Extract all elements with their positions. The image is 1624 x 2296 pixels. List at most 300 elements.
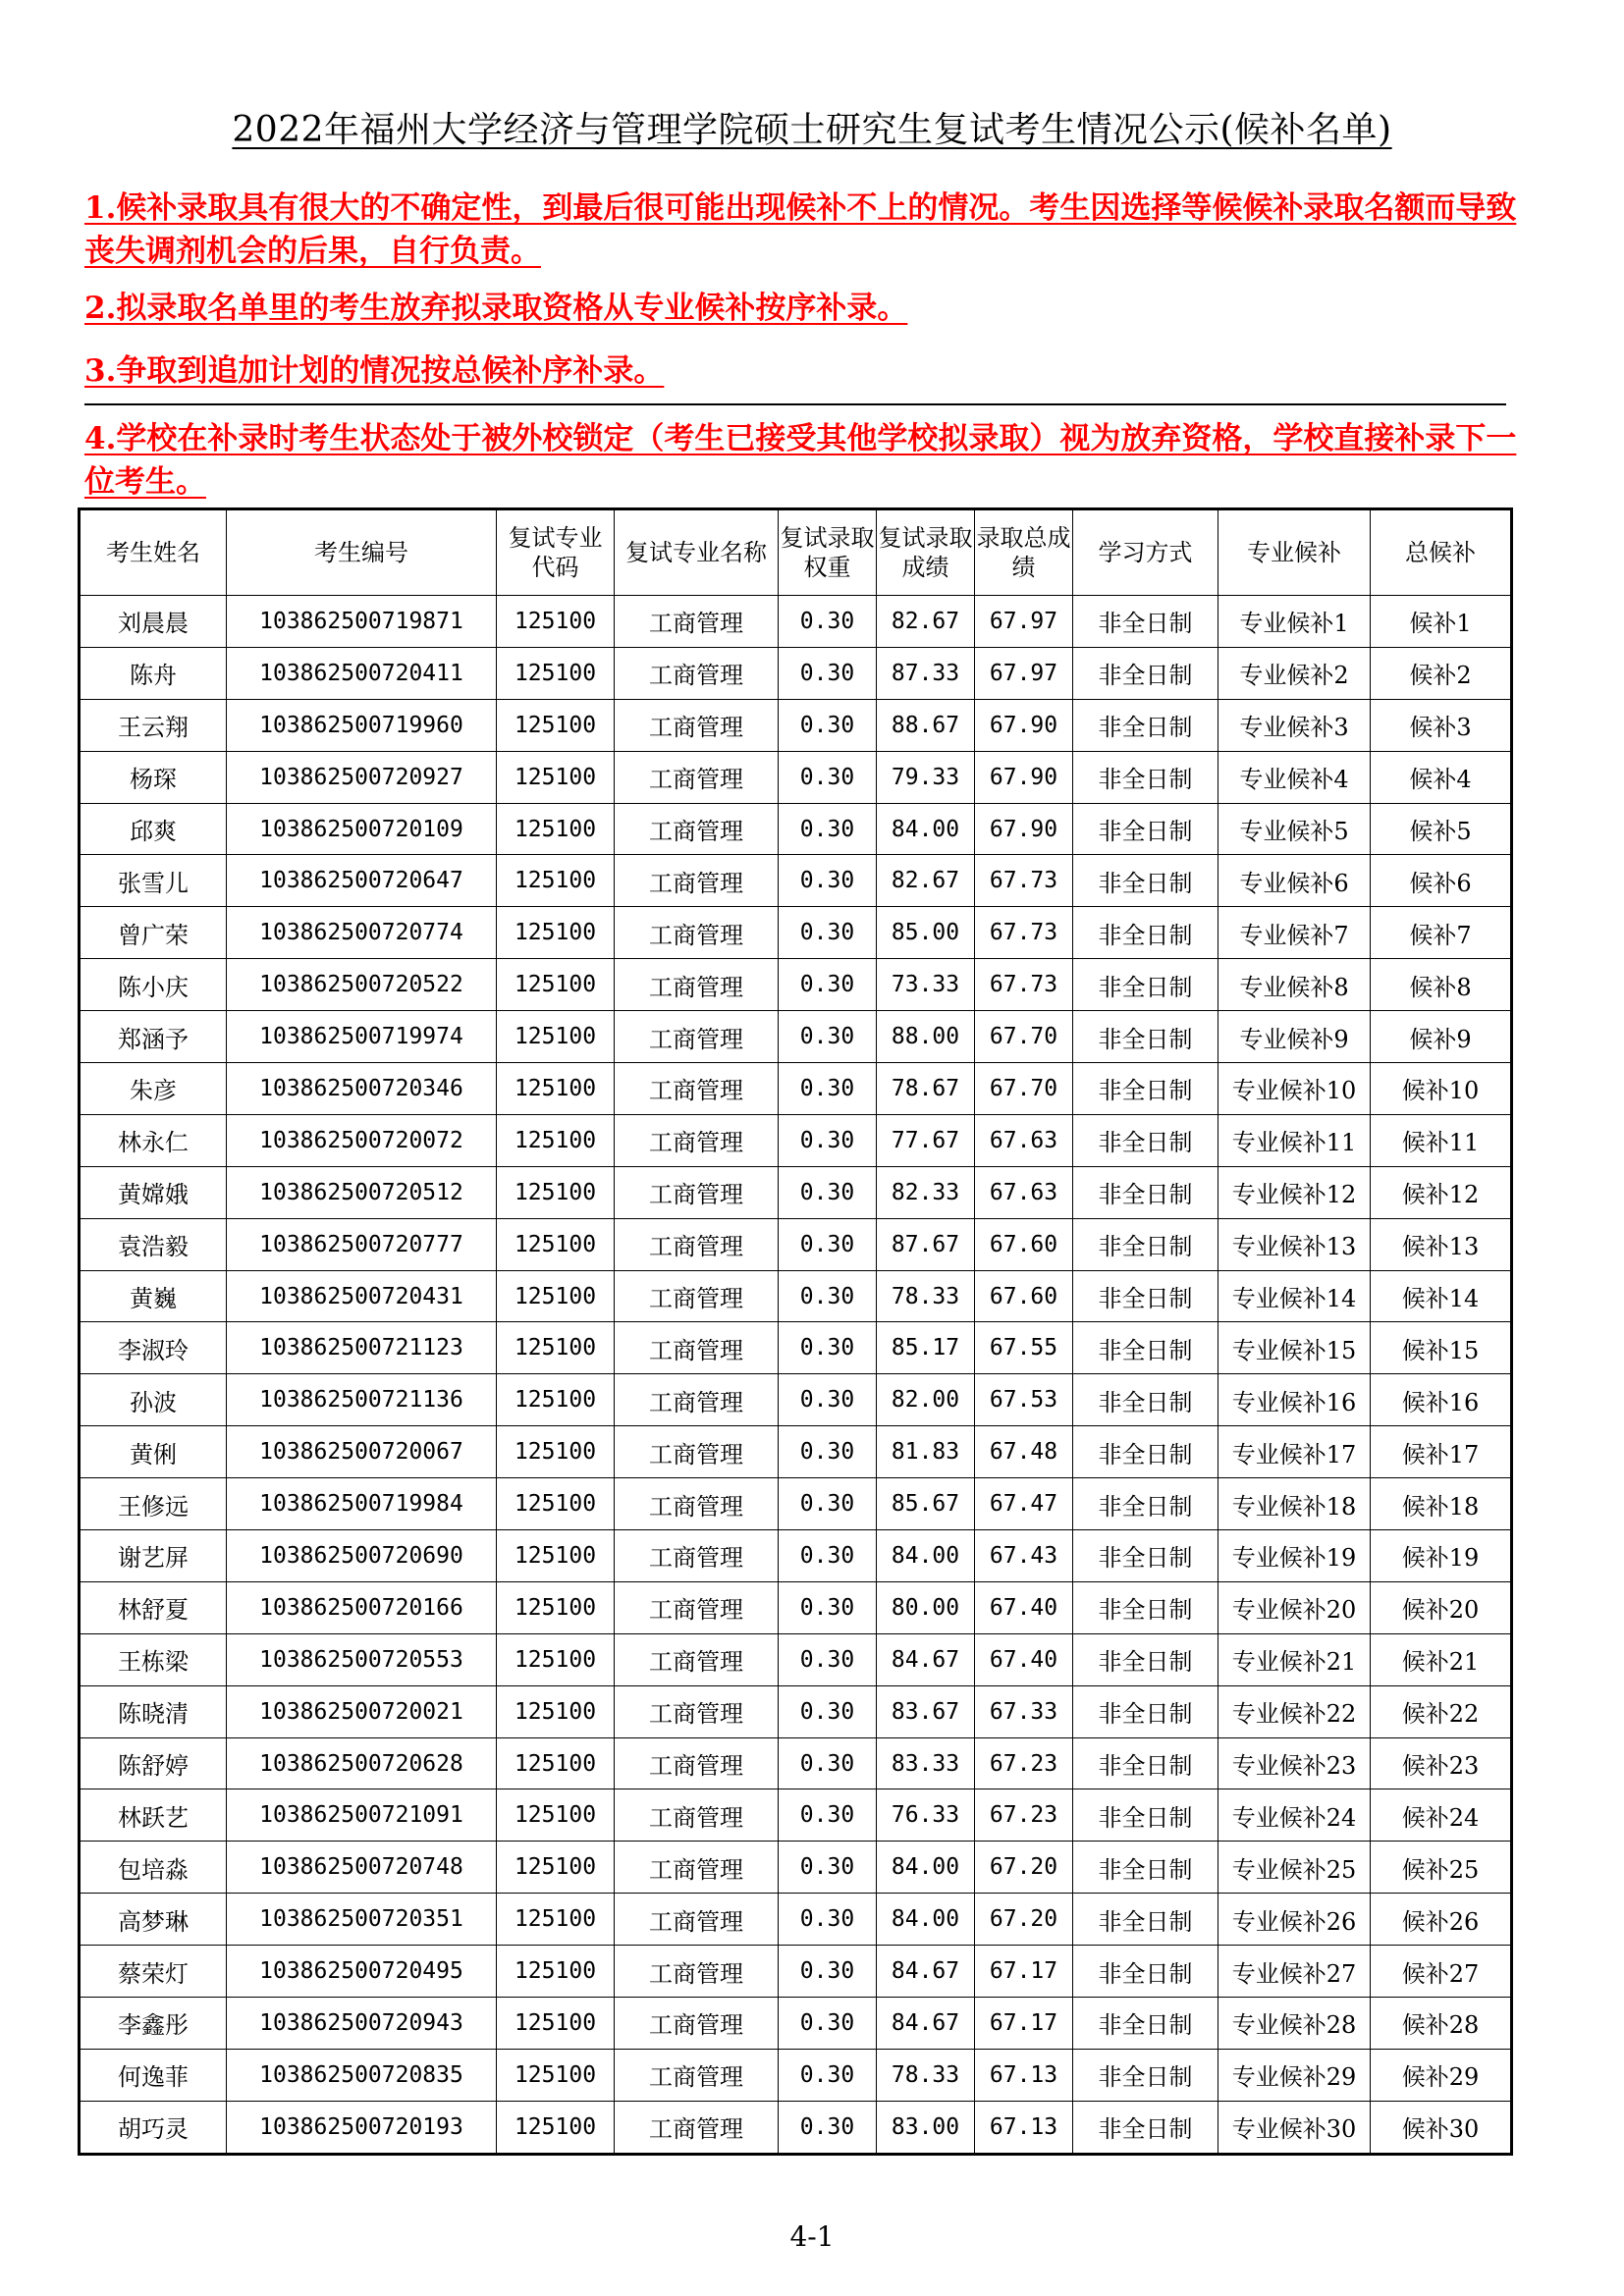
cell-candidate-id: 103862500721123 [227,1322,497,1374]
cell-candidate-id: 103862500720748 [227,1842,497,1894]
cell-major-name: 工商管理 [615,1737,779,1789]
cell-retest-score: 82.67 [877,855,975,907]
header-total-waitlist: 总候补 [1371,509,1512,596]
cell-retest-score: 85.00 [877,907,975,959]
cell-retest-score: 80.00 [877,1581,975,1633]
notice-3 [84,349,1528,393]
cell-study-mode: 非全日制 [1073,803,1218,855]
cell-candidate-id: 103862500720109 [227,803,497,855]
cell-major-code: 125100 [497,2049,615,2101]
cell-total-waitlist: 候补10 [1371,1063,1512,1115]
cell-major-code: 125100 [497,1322,615,1374]
cell-total-score: 67.47 [975,1478,1073,1530]
page-number: 4-1 [789,2220,835,2253]
cell-weight: 0.30 [779,1633,877,1685]
cell-major-code: 125100 [497,1063,615,1115]
header-major-waitlist: 专业候补 [1218,509,1371,596]
cell-major-code: 125100 [497,1270,615,1322]
cell-major-name: 工商管理 [615,1218,779,1270]
cell-weight: 0.30 [779,1374,877,1426]
cell-retest-score: 84.00 [877,803,975,855]
cell-retest-score: 73.33 [877,959,975,1011]
header-study-mode: 学习方式 [1073,509,1218,596]
header-total-score: 录取总成绩 [975,509,1073,596]
cell-study-mode: 非全日制 [1073,1270,1218,1322]
cell-major-code: 125100 [497,1842,615,1894]
table-row [80,959,1512,1011]
cell-major-code: 125100 [497,596,615,648]
cell-study-mode: 非全日制 [1073,1426,1218,1478]
cell-weight: 0.30 [779,959,877,1011]
cell-weight: 0.30 [779,1114,877,1166]
cell-name: 蔡荣灯 [80,1946,227,1998]
table-row [80,2101,1512,2154]
cell-major-waitlist: 专业候补10 [1218,1063,1371,1115]
cell-name: 朱彦 [80,1063,227,1115]
cell-major-name: 工商管理 [615,1633,779,1685]
cell-study-mode: 非全日制 [1073,596,1218,648]
cell-major-name: 工商管理 [615,1114,779,1166]
cell-major-waitlist: 专业候补6 [1218,855,1371,907]
cell-total-score: 67.55 [975,1322,1073,1374]
cell-name: 黄巍 [80,1270,227,1322]
cell-name: 陈晓清 [80,1685,227,1737]
cell-major-name: 工商管理 [615,1581,779,1633]
cell-retest-score: 81.83 [877,1426,975,1478]
cell-total-waitlist: 候补6 [1371,855,1512,907]
cell-candidate-id: 103862500719871 [227,596,497,648]
cell-major-name: 工商管理 [615,1322,779,1374]
cell-study-mode: 非全日制 [1073,1633,1218,1685]
cell-total-waitlist: 候补12 [1371,1166,1512,1218]
cell-total-waitlist: 候补22 [1371,1685,1512,1737]
cell-total-score: 67.73 [975,855,1073,907]
cell-study-mode: 非全日制 [1073,907,1218,959]
cell-major-code: 125100 [497,1374,615,1426]
cell-retest-score: 87.67 [877,1218,975,1270]
table-row [80,1633,1512,1685]
cell-total-waitlist: 候补14 [1371,1270,1512,1322]
cell-weight: 0.30 [779,2101,877,2154]
cell-major-waitlist: 专业候补14 [1218,1270,1371,1322]
cell-candidate-id: 103862500720495 [227,1946,497,1998]
cell-major-name: 工商管理 [615,1063,779,1115]
cell-name: 刘晨晨 [80,596,227,648]
cell-retest-score: 83.67 [877,1685,975,1737]
cell-major-name: 工商管理 [615,1374,779,1426]
cell-major-code: 125100 [497,1737,615,1789]
cell-major-waitlist: 专业候补23 [1218,1737,1371,1789]
cell-weight: 0.30 [779,751,877,803]
cell-major-name: 工商管理 [615,596,779,648]
table-row [80,1998,1512,2050]
table-body [80,596,1512,2155]
cell-name: 黄嫦娥 [80,1166,227,1218]
cell-major-code: 125100 [497,1633,615,1685]
cell-name: 张雪儿 [80,855,227,907]
cell-major-waitlist: 专业候补2 [1218,647,1371,699]
table-row [80,751,1512,803]
cell-weight: 0.30 [779,1426,877,1478]
cell-major-waitlist: 专业候补17 [1218,1426,1371,1478]
cell-total-score: 67.40 [975,1581,1073,1633]
cell-total-waitlist: 候补8 [1371,959,1512,1011]
cell-study-mode: 非全日制 [1073,1478,1218,1530]
cell-candidate-id: 103862500720431 [227,1270,497,1322]
cell-major-name: 工商管理 [615,803,779,855]
cell-total-score: 67.43 [975,1530,1073,1582]
cell-name: 陈舟 [80,647,227,699]
cell-major-name: 工商管理 [615,1789,779,1842]
cell-weight: 0.30 [779,1322,877,1374]
cell-total-score: 67.63 [975,1166,1073,1218]
cell-total-waitlist: 候补19 [1371,1530,1512,1582]
cell-retest-score: 85.17 [877,1322,975,1374]
cell-weight: 0.30 [779,1998,877,2050]
cell-total-score: 67.17 [975,1998,1073,2050]
cell-major-name: 工商管理 [615,2049,779,2101]
cell-name: 曾广荣 [80,907,227,959]
cell-total-waitlist: 候补7 [1371,907,1512,959]
cell-major-name: 工商管理 [615,1894,779,1946]
cell-name: 何逸菲 [80,2049,227,2101]
cell-total-waitlist: 候补4 [1371,751,1512,803]
cell-total-waitlist: 候补11 [1371,1114,1512,1166]
cell-major-waitlist: 专业候补20 [1218,1581,1371,1633]
cell-candidate-id: 103862500720943 [227,1998,497,2050]
cell-total-waitlist: 候补23 [1371,1737,1512,1789]
cell-major-waitlist: 专业候补19 [1218,1530,1371,1582]
cell-retest-score: 84.67 [877,1946,975,1998]
cell-major-waitlist: 专业候补4 [1218,751,1371,803]
cell-candidate-id: 103862500721091 [227,1789,497,1842]
cell-major-code: 125100 [497,907,615,959]
cell-total-waitlist: 候补13 [1371,1218,1512,1270]
table-row [80,1478,1512,1530]
cell-study-mode: 非全日制 [1073,647,1218,699]
cell-retest-score: 82.67 [877,596,975,648]
table-row [80,1530,1512,1582]
cell-major-waitlist: 专业候补11 [1218,1114,1371,1166]
cell-candidate-id: 103862500719984 [227,1478,497,1530]
cell-candidate-id: 103862500720522 [227,959,497,1011]
cell-total-score: 67.23 [975,1737,1073,1789]
cell-study-mode: 非全日制 [1073,1322,1218,1374]
table-row [80,647,1512,699]
cell-total-score: 67.40 [975,1633,1073,1685]
cell-candidate-id: 103862500720835 [227,2049,497,2101]
cell-major-waitlist: 专业候补12 [1218,1166,1371,1218]
table-row [80,1063,1512,1115]
cell-candidate-id: 103862500720346 [227,1063,497,1115]
cell-name: 李鑫彤 [80,1998,227,2050]
cell-major-code: 125100 [497,1166,615,1218]
cell-total-waitlist: 候补17 [1371,1426,1512,1478]
cell-study-mode: 非全日制 [1073,2101,1218,2154]
cell-major-waitlist: 专业候补8 [1218,959,1371,1011]
notice-1-text: 1.候补录取具有很大的不确定性，到最后很可能出现候补不上的情况。考生因选择等候候补录取名额而导致丧失调剂机会的后果，自行负责。 [84,190,1517,269]
table-row [80,1114,1512,1166]
notice-2 [84,287,1528,330]
cell-major-waitlist: 专业候补26 [1218,1894,1371,1946]
cell-weight: 0.30 [779,1842,877,1894]
cell-major-name: 工商管理 [615,1166,779,1218]
cell-weight: 0.30 [779,1946,877,1998]
cell-candidate-id: 103862500719960 [227,699,497,751]
cell-major-name: 工商管理 [615,1998,779,2050]
notice-4 [84,417,1528,504]
cell-major-code: 125100 [497,1114,615,1166]
cell-weight: 0.30 [779,1166,877,1218]
cell-name: 陈舒婷 [80,1737,227,1789]
cell-study-mode: 非全日制 [1073,1011,1218,1063]
cell-name: 袁浩毅 [80,1218,227,1270]
cell-major-name: 工商管理 [615,751,779,803]
table-row [80,907,1512,959]
table-row [80,596,1512,648]
cell-total-score: 67.73 [975,959,1073,1011]
cell-total-waitlist: 候补29 [1371,2049,1512,2101]
cell-major-code: 125100 [497,699,615,751]
cell-name: 邱爽 [80,803,227,855]
cell-major-code: 125100 [497,647,615,699]
table-row [80,803,1512,855]
cell-total-waitlist: 候补2 [1371,647,1512,699]
table-row [80,1426,1512,1478]
cell-major-code: 125100 [497,1998,615,2050]
header-major-name: 复试专业名称 [615,509,779,596]
cell-weight: 0.30 [779,596,877,648]
cell-weight: 0.30 [779,1063,877,1115]
cell-weight: 0.30 [779,803,877,855]
cell-retest-score: 85.67 [877,1478,975,1530]
table-row [80,1166,1512,1218]
cell-major-waitlist: 专业候补1 [1218,596,1371,648]
cell-retest-score: 87.33 [877,647,975,699]
cell-weight: 0.30 [779,855,877,907]
cell-total-waitlist: 候补5 [1371,803,1512,855]
cell-total-score: 67.90 [975,699,1073,751]
cell-study-mode: 非全日制 [1073,1685,1218,1737]
cell-total-score: 67.53 [975,1374,1073,1426]
cell-major-waitlist: 专业候补18 [1218,1478,1371,1530]
table-row [80,699,1512,751]
cell-total-score: 67.17 [975,1946,1073,1998]
table-row [80,1894,1512,1946]
cell-candidate-id: 103862500720647 [227,855,497,907]
cell-total-waitlist: 候补16 [1371,1374,1512,1426]
cell-retest-score: 84.00 [877,1842,975,1894]
divider-line [84,403,1506,405]
cell-total-score: 67.23 [975,1789,1073,1842]
cell-name: 林跃艺 [80,1789,227,1842]
table-row [80,1218,1512,1270]
cell-major-code: 125100 [497,1426,615,1478]
cell-major-waitlist: 专业候补28 [1218,1998,1371,2050]
cell-name: 孙波 [80,1374,227,1426]
cell-weight: 0.30 [779,1530,877,1582]
header-retest-score: 复试录取成绩 [877,509,975,596]
cell-study-mode: 非全日制 [1073,959,1218,1011]
cell-total-waitlist: 候补30 [1371,2101,1512,2154]
cell-major-waitlist: 专业候补3 [1218,699,1371,751]
cell-major-waitlist: 专业候补22 [1218,1685,1371,1737]
cell-retest-score: 78.67 [877,1063,975,1115]
cell-major-name: 工商管理 [615,1270,779,1322]
cell-name: 胡巧灵 [80,2101,227,2154]
cell-major-waitlist: 专业候补15 [1218,1322,1371,1374]
cell-candidate-id: 103862500720351 [227,1894,497,1946]
cell-study-mode: 非全日制 [1073,1789,1218,1842]
cell-candidate-id: 103862500720411 [227,647,497,699]
cell-major-code: 125100 [497,1946,615,1998]
cell-major-waitlist: 专业候补27 [1218,1946,1371,1998]
cell-major-name: 工商管理 [615,1842,779,1894]
cell-major-name: 工商管理 [615,2101,779,2154]
cell-weight: 0.30 [779,1737,877,1789]
cell-total-waitlist: 候补27 [1371,1946,1512,1998]
cell-major-waitlist: 专业候补5 [1218,803,1371,855]
cell-major-code: 125100 [497,1894,615,1946]
cell-major-waitlist: 专业候补30 [1218,2101,1371,2154]
cell-study-mode: 非全日制 [1073,855,1218,907]
cell-candidate-id: 103862500720777 [227,1218,497,1270]
cell-study-mode: 非全日制 [1073,1114,1218,1166]
cell-major-waitlist: 专业候补7 [1218,907,1371,959]
cell-major-waitlist: 专业候补13 [1218,1218,1371,1270]
table-row [80,1685,1512,1737]
cell-weight: 0.30 [779,2049,877,2101]
cell-name: 陈小庆 [80,959,227,1011]
cell-weight: 0.30 [779,1581,877,1633]
cell-retest-score: 78.33 [877,2049,975,2101]
cell-major-code: 125100 [497,1685,615,1737]
cell-total-score: 67.63 [975,1114,1073,1166]
cell-study-mode: 非全日制 [1073,1063,1218,1115]
cell-major-code: 125100 [497,803,615,855]
cell-total-score: 67.70 [975,1063,1073,1115]
cell-candidate-id: 103862500720512 [227,1166,497,1218]
table-header-row [80,509,1512,596]
cell-major-name: 工商管理 [615,1685,779,1737]
cell-name: 林永仁 [80,1114,227,1166]
table-row [80,1581,1512,1633]
cell-major-name: 工商管理 [615,1478,779,1530]
cell-major-name: 工商管理 [615,907,779,959]
cell-candidate-id: 103862500720021 [227,1685,497,1737]
cell-name: 郑涵予 [80,1011,227,1063]
table-row [80,1946,1512,1998]
cell-candidate-id: 103862500720774 [227,907,497,959]
cell-name: 王云翔 [80,699,227,751]
cell-total-score: 67.97 [975,647,1073,699]
cell-study-mode: 非全日制 [1073,1530,1218,1582]
cell-total-waitlist: 候补24 [1371,1789,1512,1842]
cell-study-mode: 非全日制 [1073,1581,1218,1633]
cell-name: 王栋梁 [80,1633,227,1685]
cell-study-mode: 非全日制 [1073,1842,1218,1894]
cell-candidate-id: 103862500720690 [227,1530,497,1582]
cell-study-mode: 非全日制 [1073,699,1218,751]
cell-study-mode: 非全日制 [1073,2049,1218,2101]
cell-weight: 0.30 [779,1685,877,1737]
cell-total-waitlist: 候补3 [1371,699,1512,751]
cell-total-score: 67.90 [975,751,1073,803]
cell-retest-score: 84.67 [877,1633,975,1685]
cell-retest-score: 82.00 [877,1374,975,1426]
cell-total-score: 67.97 [975,596,1073,648]
table-row [80,855,1512,907]
cell-candidate-id: 103862500720927 [227,751,497,803]
header-weight: 复试录取权重 [779,509,877,596]
table-row [80,1270,1512,1322]
cell-name: 杨琛 [80,751,227,803]
cell-retest-score: 84.67 [877,1998,975,2050]
header-major-code: 复试专业代码 [497,509,615,596]
cell-retest-score: 78.33 [877,1270,975,1322]
cell-retest-score: 84.00 [877,1530,975,1582]
cell-total-waitlist: 候补25 [1371,1842,1512,1894]
cell-name: 高梦琳 [80,1894,227,1946]
cell-major-code: 125100 [497,751,615,803]
cell-total-score: 67.20 [975,1842,1073,1894]
cell-major-name: 工商管理 [615,1946,779,1998]
cell-major-code: 125100 [497,1218,615,1270]
cell-name: 王修远 [80,1478,227,1530]
cell-candidate-id: 103862500720553 [227,1633,497,1685]
cell-weight: 0.30 [779,1011,877,1063]
notice-2-text: 2.拟录取名单里的考生放弃拟录取资格从专业候补按序补录。 [84,291,908,326]
cell-name: 黄俐 [80,1426,227,1478]
cell-weight: 0.30 [779,1270,877,1322]
cell-study-mode: 非全日制 [1073,1374,1218,1426]
cell-retest-score: 77.67 [877,1114,975,1166]
table-row [80,1842,1512,1894]
table-row [80,1011,1512,1063]
cell-total-score: 67.13 [975,2101,1073,2154]
cell-study-mode: 非全日制 [1073,1218,1218,1270]
cell-major-waitlist: 专业候补29 [1218,2049,1371,2101]
cell-name: 李淑玲 [80,1322,227,1374]
cell-major-name: 工商管理 [615,647,779,699]
cell-major-name: 工商管理 [615,1426,779,1478]
cell-retest-score: 82.33 [877,1166,975,1218]
cell-total-score: 67.90 [975,803,1073,855]
cell-total-waitlist: 候补26 [1371,1894,1512,1946]
cell-major-name: 工商管理 [615,959,779,1011]
cell-major-code: 125100 [497,1011,615,1063]
cell-major-code: 125100 [497,959,615,1011]
cell-total-waitlist: 候补15 [1371,1322,1512,1374]
cell-major-name: 工商管理 [615,855,779,907]
header-name: 考生姓名 [80,509,227,596]
table-row [80,1322,1512,1374]
cell-candidate-id: 103862500719974 [227,1011,497,1063]
cell-name: 谢艺屏 [80,1530,227,1582]
table-row [80,1737,1512,1789]
cell-total-waitlist: 候补21 [1371,1633,1512,1685]
cell-study-mode: 非全日制 [1073,1166,1218,1218]
cell-weight: 0.30 [779,1894,877,1946]
cell-weight: 0.30 [779,1789,877,1842]
cell-retest-score: 83.33 [877,1737,975,1789]
cell-weight: 0.30 [779,907,877,959]
cell-retest-score: 88.67 [877,699,975,751]
cell-candidate-id: 103862500720067 [227,1426,497,1478]
table-row [80,2049,1512,2101]
cell-candidate-id: 103862500720628 [227,1737,497,1789]
table-row [80,1789,1512,1842]
